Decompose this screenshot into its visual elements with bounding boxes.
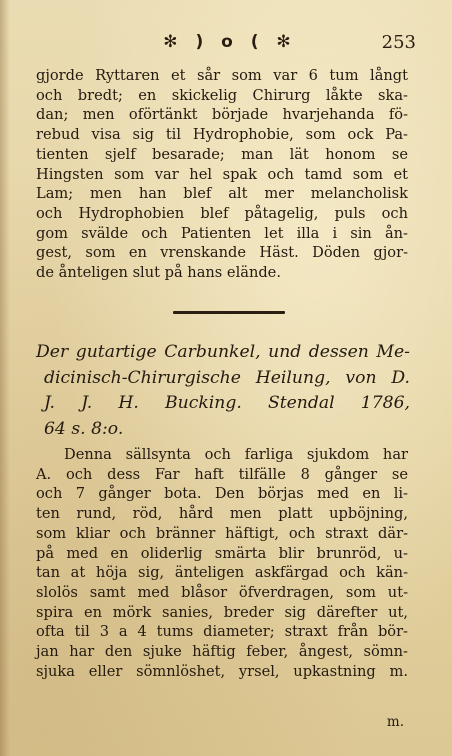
text-line: slolös samt med blåsor öfverdragen, som ut- bbox=[36, 583, 408, 601]
section-divider bbox=[173, 311, 285, 314]
header-ornament: ✻ ) o ( ✻ bbox=[163, 32, 297, 52]
paragraph-1 bbox=[36, 66, 408, 283]
text-line: tienten sjelf besarade; man lät honom se bbox=[36, 145, 408, 163]
catchword: m. bbox=[386, 714, 404, 730]
text-line: jan har den sjuke häftig feber, ångest, sömn- bbox=[36, 643, 408, 661]
text-line: och Hydrophobien blef påtagelig, puls och bbox=[36, 204, 408, 222]
heading-line: J. J. H. Bucking. Stendal 1786, bbox=[44, 393, 410, 413]
heading-line: 64 s. 8:o. bbox=[44, 418, 124, 439]
text-line: Denna sällsynta och farliga sjukdom har bbox=[64, 446, 408, 463]
text-line: gest, som en vrenskande Häst. Döden gjor- bbox=[36, 244, 408, 262]
text-line: gom svälde och Patienten let illa i sin ån- bbox=[36, 224, 408, 242]
review-heading bbox=[36, 340, 410, 442]
text-line: A. och dess Far haft tilfälle 8 gånger se bbox=[36, 465, 408, 483]
text-line: de ånteligen slut på hans elände. bbox=[36, 264, 281, 282]
text-line: tan at höja sig, änteligen askfärgad och kän- bbox=[36, 564, 408, 582]
page-number: 253 bbox=[381, 32, 416, 53]
text-line: som kliar och bränner häftigt, och straxt där- bbox=[36, 524, 408, 542]
text-line: och bredt; en skickelig Chirurg låkte ska- bbox=[36, 86, 408, 104]
text-line: ofta til 3 a 4 tums diameter; straxt från bör- bbox=[36, 623, 408, 641]
page-header bbox=[0, 32, 452, 58]
text-line: sjuka eller sömnlöshet, yrsel, upkastning m. bbox=[36, 662, 408, 680]
text-line: dan; men oförtänkt började hvarjehanda fö- bbox=[36, 106, 408, 124]
paragraph-2 bbox=[36, 445, 408, 681]
text-line: rebud visa sig til Hydrophobie, som ock Pa- bbox=[36, 126, 408, 144]
heading-line: Der gutartige Carbunkel, und dessen Me- bbox=[36, 342, 410, 362]
text-line: ten rund, röd, hård men platt upböjning, bbox=[36, 505, 408, 523]
text-line: gjorde Ryttaren et sår som var 6 tum långt bbox=[36, 67, 408, 84]
text-line: på med en oliderlig smärta blir brunröd, u- bbox=[36, 544, 408, 562]
text-line: och 7 gånger bota. Den börjas med en li- bbox=[36, 485, 408, 503]
text-line: Hingsten som var hel spak och tamd som et bbox=[36, 165, 408, 183]
heading-line: dicinisch-Chirurgische Heilung, von D. bbox=[44, 367, 410, 388]
text-line: Lam; men han blef alt mer melancholisk bbox=[36, 185, 408, 203]
text-line: spira en mörk sanies, breder sig därefter ut, bbox=[36, 603, 408, 621]
